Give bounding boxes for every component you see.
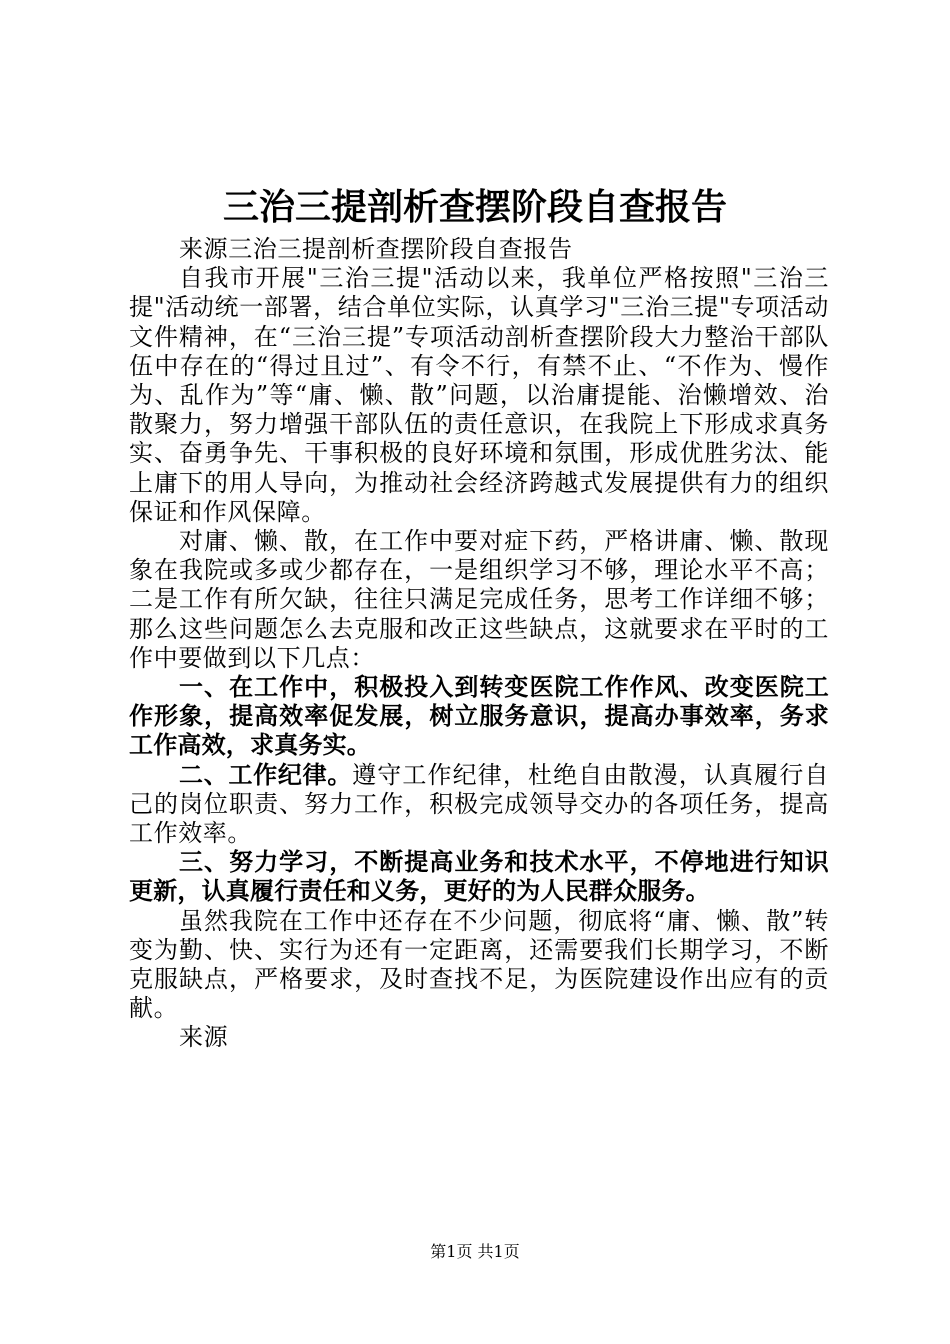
paragraph-point-three: 三、努力学习，不断提高业务和技术水平，不停地进行知识更新，认真履行责任和义务，更好的为人民群众服务。 (129, 848, 829, 906)
paragraph-conclusion: 虽然我院在工作中还存在不少问题，彻底将“庸、懒、散”转变为勤、快、实行为还有一定距离，还需要我们长期学习，不断克服缺点，严格要求，及时查找不足，为医院建设作出应有的贡献。 (129, 906, 829, 1023)
paragraph-point-two (129, 761, 829, 849)
document-title: 三治三提剖析查摆阶段自查报告 (222, 186, 727, 228)
point-two-heading: 二、工作纪律。 (179, 760, 353, 789)
paragraph-problems: 对庸、懒、散，在工作中要对症下药，严格讲庸、懒、散现象在我院或多或少都存在，一是组织学习不够，理论水平不高；二是工作有所欠缺，往往只满足完成任务，思考工作详细不够；那么这些问题怎么去克服和改正这些缺点，这就要求在平时的工作中要做到以下几点： (129, 527, 829, 672)
page-footer: 第1页 共1页 (430, 1242, 520, 1261)
paragraph-source: 来源三治三提剖析查摆阶段自查报告 (179, 235, 573, 263)
paragraph-intro: 自我市开展"三治三提"活动以来，我单位严格按照"三治三提"活动统一部署，结合单位实际，认真学习"三治三提"专项活动文件精神，在“三治三提”专项活动剖析查摆阶段大力整治干部队伍中存在的“得过且过”、有令不行，有禁不止、“不作为、慢作为、乱作为”等“庸、懒、散”问题，以治庸提能、治懒增效、治散聚力，努力增强干部队伍的责任意识，在我院上下形成求真务实、奋勇争先、干事积极的良好环境和氛围，形成优胜劣汰、能上庸下的用人导向，为推动社会经济跨越式发展提供有力的组织保证和作风保障。 (129, 264, 829, 526)
point-two-text: 遵守工作纪律，杜绝自由散漫，认真履行自己的岗位职责、努力工作，积极完成领导交办的各项任务，提高工作效率。 (129, 760, 829, 848)
document-body (129, 235, 829, 1053)
paragraph-point-one: 一、在工作中，积极投入到转变医院工作作风、改变医院工作形象，提高效率促发展，树立服务意识，提高办事效率，务求工作高效，求真务实。 (129, 673, 829, 760)
paragraph-source-end: 来源 (179, 1023, 229, 1052)
